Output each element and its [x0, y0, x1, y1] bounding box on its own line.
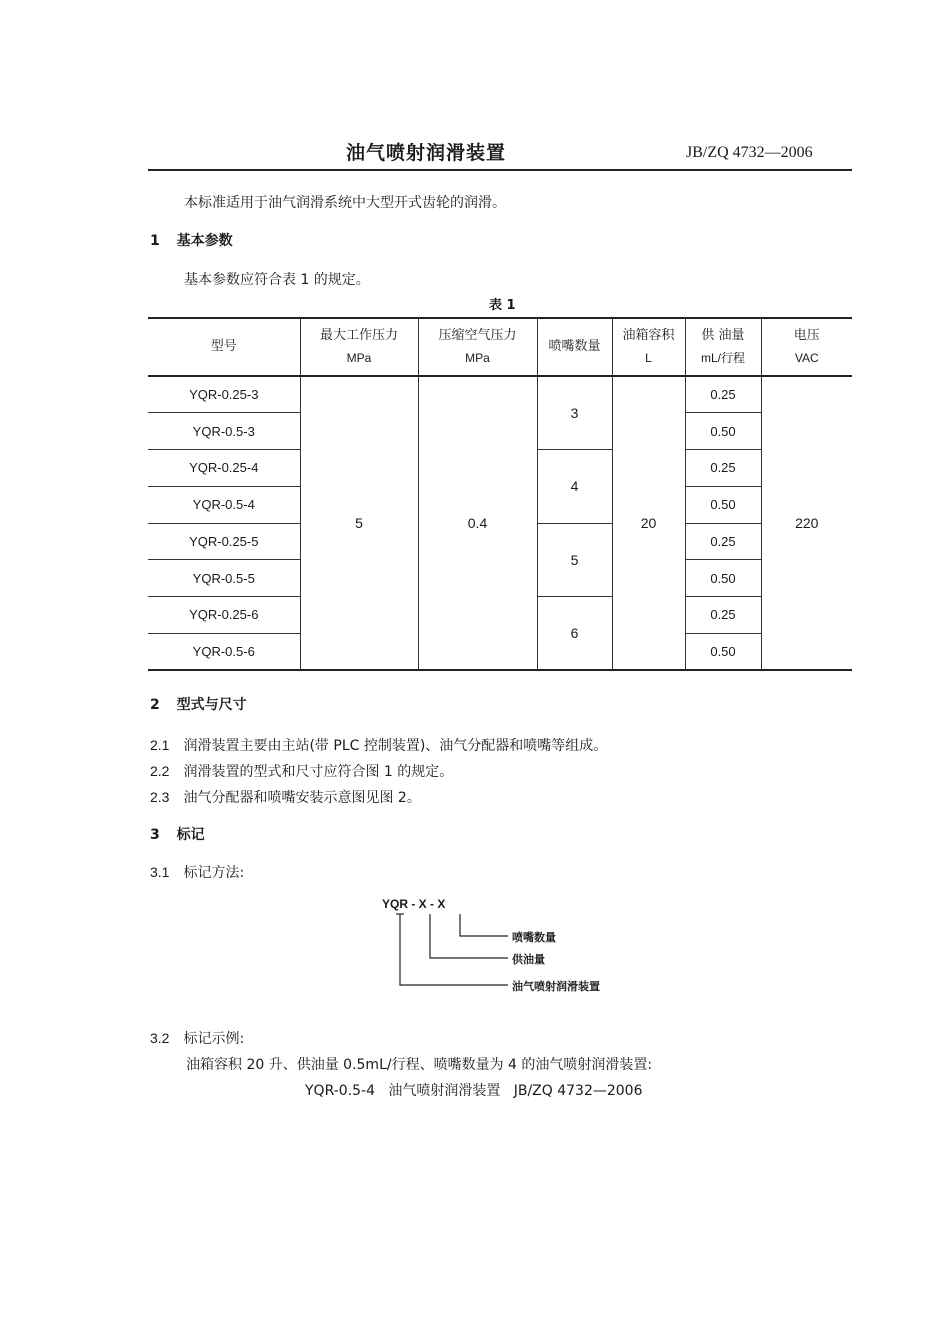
col-header-nozzles: 喷嘴数量	[537, 318, 612, 376]
marking-label-nozzles: 喷嘴数量	[512, 931, 556, 944]
clause-2-2: 2.2 润滑装置的型式和尺寸应符合图 1 的规定。	[150, 763, 454, 780]
table-row	[148, 376, 852, 413]
marking-label-supply: 供油量	[512, 953, 545, 966]
nozzles-cell: 5	[537, 523, 612, 597]
col-header-air-pressure: 压缩空气压力 MPa	[418, 318, 537, 376]
table-caption: 表 1	[489, 298, 516, 313]
col-header-tank: 油箱容积 L	[612, 318, 685, 376]
model-cell: YQR-0.25-4	[148, 450, 300, 487]
section-2-number: 2	[150, 697, 160, 713]
supply-cell: 0.50	[685, 560, 761, 597]
nozzles-cell: 3	[537, 376, 612, 450]
supply-cell: 0.25	[685, 376, 761, 413]
model-cell: YQR-0.5-3	[148, 413, 300, 450]
section-1-number: 1	[150, 233, 160, 249]
section-2-heading	[150, 694, 247, 714]
section-1-text: 基本参数应符合表 1 的规定。	[184, 272, 370, 288]
section-3-number: 3	[150, 827, 160, 843]
header-rule	[148, 169, 852, 171]
nozzles-cell: 6	[537, 597, 612, 671]
marking-code: YQR - X - X	[382, 897, 446, 911]
model-cell: YQR-0.5-4	[148, 486, 300, 523]
nozzles-cell: 4	[537, 450, 612, 524]
standard-number: JB/ZQ 4732—2006	[686, 144, 813, 161]
clause-2-1: 2.1 润滑装置主要由主站(带 PLC 控制装置)、油气分配器和喷嘴等组成。	[150, 737, 608, 754]
col-header-model: 型号	[148, 318, 300, 376]
model-cell: YQR-0.5-5	[148, 560, 300, 597]
example-text: 油箱容积 20 升、供油量 0.5mL/行程、喷嘴数量为 4 的油气喷射润滑装置:	[186, 1057, 653, 1073]
clause-3-1: 3.1 标记方法:	[150, 864, 245, 881]
section-3-title: 标记	[176, 827, 205, 843]
supply-cell: 0.25	[685, 523, 761, 560]
marking-diagram	[370, 892, 670, 1002]
page-title: 油气喷射润滑装置	[346, 142, 507, 164]
supply-cell: 0.25	[685, 450, 761, 487]
section-3-heading	[150, 824, 205, 844]
col-header-max-pressure: 最大工作压力 MPa	[300, 318, 418, 376]
intro-text: 本标准适用于油气润滑系统中大型开式齿轮的润滑。	[184, 195, 506, 211]
model-cell: YQR-0.25-6	[148, 597, 300, 634]
voltage-cell: 220	[761, 376, 852, 670]
col-header-voltage: 电压 VAC	[761, 318, 852, 376]
supply-cell: 0.50	[685, 486, 761, 523]
clause-3-2: 3.2 标记示例:	[150, 1030, 245, 1047]
supply-cell: 0.25	[685, 597, 761, 634]
model-cell: YQR-0.25-3	[148, 376, 300, 413]
supply-cell: 0.50	[685, 413, 761, 450]
marking-label-device: 油气喷射润滑装置	[512, 980, 600, 993]
supply-cell: 0.50	[685, 633, 761, 670]
air-pressure-cell: 0.4	[418, 376, 537, 670]
section-1-heading	[150, 230, 233, 250]
parameters-table	[148, 317, 852, 671]
col-header-supply: 供 油量 mL/行程	[685, 318, 761, 376]
model-cell: YQR-0.5-6	[148, 633, 300, 670]
clause-2-3: 2.3 油气分配器和喷嘴安装示意图见图 2。	[150, 789, 421, 806]
section-2-title: 型式与尺寸	[176, 697, 247, 713]
model-cell: YQR-0.25-5	[148, 523, 300, 560]
tank-cell: 20	[612, 376, 685, 670]
example-marking: YQR-0.5-4 油气喷射润滑装置 JB/ZQ 4732—2006	[305, 1083, 643, 1099]
table-header-row	[148, 318, 852, 376]
max-pressure-cell: 5	[300, 376, 418, 670]
section-1-title: 基本参数	[176, 233, 233, 249]
